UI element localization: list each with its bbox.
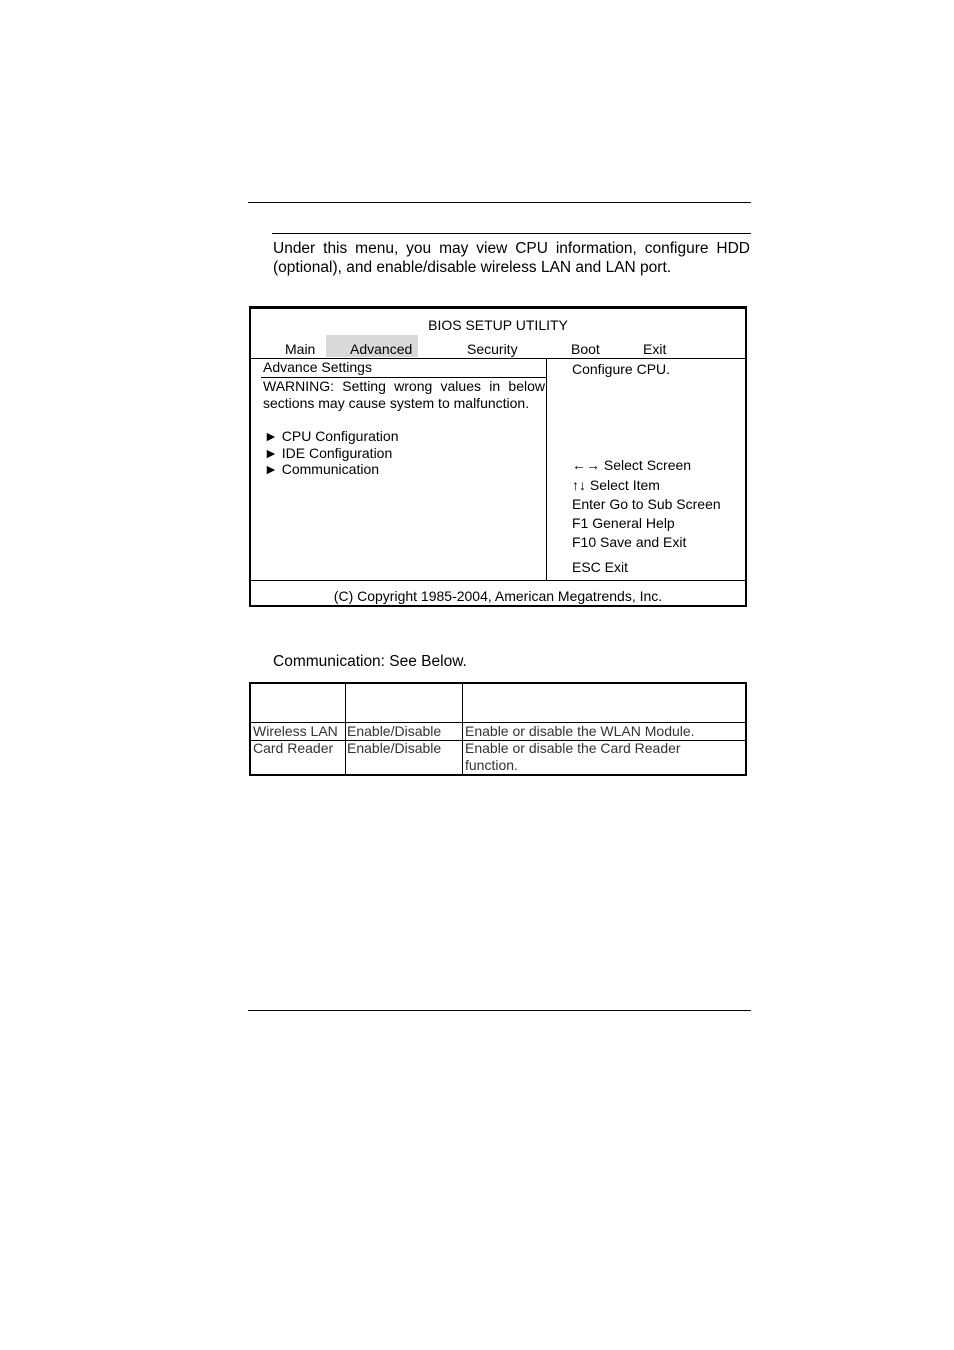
table-cell-description: Enable or disable the WLAN Module.: [465, 723, 695, 739]
menu-item-communication[interactable]: [264, 461, 379, 477]
copyright: (C) Copyright 1985-2004, American Megatrends, Inc.: [333, 588, 663, 604]
tab-advanced[interactable]: Advanced: [326, 335, 418, 357]
page-header-rule: [248, 202, 751, 203]
help-text: Configure CPU.: [572, 361, 671, 377]
arrow-right-icon: ►: [264, 461, 278, 477]
table-cell-option: Enable/Disable: [347, 740, 442, 756]
key-enter: Enter Go to Sub Screen: [572, 496, 721, 512]
column-divider: [462, 684, 463, 774]
arrow-right-icon: ►: [264, 445, 278, 461]
tab-main[interactable]: Main: [285, 341, 316, 357]
key-esc: ESC Exit: [572, 559, 629, 575]
key-f10: F10 Save and Exit: [572, 534, 687, 550]
bios-pane-divider: [546, 358, 547, 580]
bios-title: BIOS SETUP UTILITY: [428, 317, 568, 333]
section-title: Advance Settings: [263, 359, 372, 375]
menu-item-ide-configuration[interactable]: [264, 445, 392, 461]
table-cell-item: Wireless LAN: [253, 723, 338, 739]
key-select-item: ↑↓ Select Item: [572, 477, 660, 493]
column-divider: [345, 684, 346, 774]
warning-text: WARNING: Setting wrong values in below sections may cause system to malfunction.: [263, 378, 545, 411]
intro-paragraph: Under this menu, you may view CPU information, configure HDD (optional), and enable/disable wireless LAN and LAN port.: [273, 240, 750, 276]
menu-item-label: IDE Configuration: [281, 445, 393, 461]
communication-table: [249, 682, 747, 776]
section-rule: [272, 233, 751, 234]
bios-footer-divider: [251, 580, 745, 581]
tab-boot[interactable]: Boot: [571, 341, 600, 357]
table-cell-description: Enable or disable the Card Reader: [465, 740, 681, 756]
bios-screenshot: [249, 306, 747, 607]
communication-label: Communication: See Below.: [273, 653, 467, 670]
arrow-right-icon: ►: [264, 428, 278, 444]
tab-security[interactable]: Security: [467, 341, 518, 357]
menu-item-label: Communication: [281, 461, 380, 477]
menu-item-cpu-configuration[interactable]: [264, 428, 398, 444]
table-cell-description-continued: function.: [465, 757, 518, 773]
table-cell-item: Card Reader: [253, 740, 334, 756]
menu-item-label: CPU Configuration: [281, 428, 399, 444]
table-cell-option: Enable/Disable: [347, 723, 442, 739]
tab-exit[interactable]: Exit: [643, 341, 667, 357]
bios-tab-bar: [251, 335, 745, 359]
key-select-screen: ←→ Select Screen: [572, 457, 692, 473]
key-f1: F1 General Help: [572, 515, 675, 531]
page-footer-rule: [248, 1010, 751, 1011]
